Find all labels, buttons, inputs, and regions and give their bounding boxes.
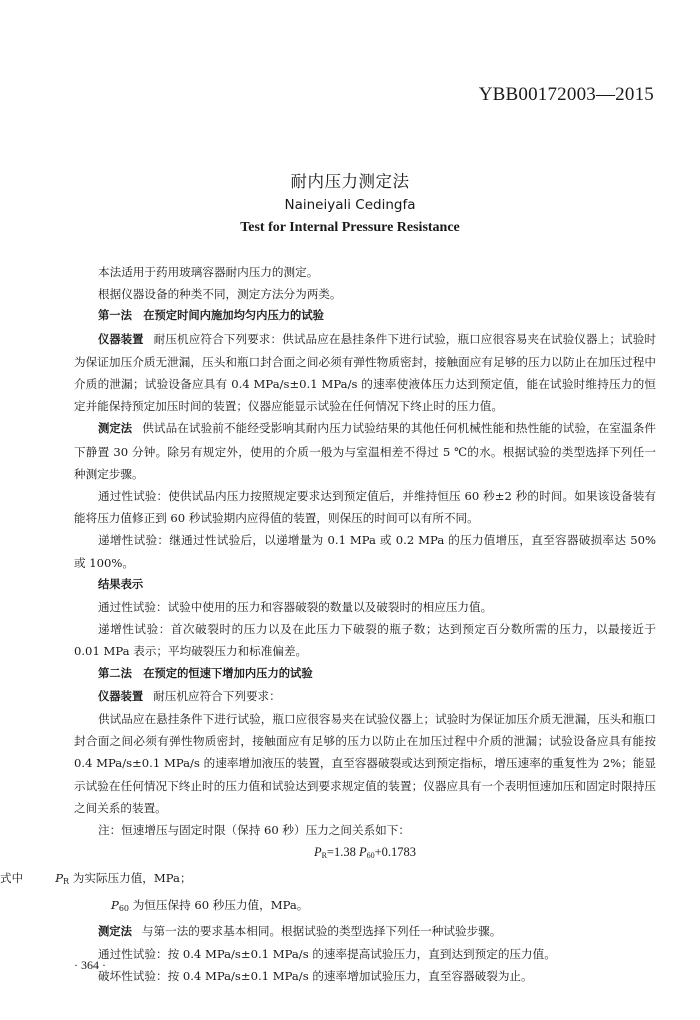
def1-sub: R xyxy=(63,877,70,887)
method1-procedure-label: 测定法 xyxy=(98,422,133,436)
method2-procedure-text: 与第一法的要求基本相同。根据试验的类型选择下列任一种试验步骤。 xyxy=(141,923,502,938)
method2-procedure-label: 测定法 xyxy=(98,924,132,938)
formula-lhs-sub: R xyxy=(321,851,327,861)
formula-coef: =1.38 xyxy=(326,845,359,860)
formula-rhs-symbol: P xyxy=(358,845,367,860)
formula-definition-2 xyxy=(74,894,656,920)
formula-lhs-symbol: P xyxy=(313,845,322,860)
method1-procedure-text: 供试品在试验前不能经受影响其耐内压力试验结果的其他任何机械性能和热性能的试验，在室温条件下静置 30 分钟。除另有规定外，使用的介质一般为与室温相差不得过 5 ℃的水。根据试验的类型选择下列任一种测定步骤。 xyxy=(74,421,656,481)
method2-apparatus-text: 耐压机应符合下列要求： xyxy=(153,688,281,703)
def2-sub: 60 xyxy=(118,903,129,913)
document-body xyxy=(0,261,656,988)
method1-procedure xyxy=(74,417,656,485)
formula-rhs-sub: 60 xyxy=(366,851,375,861)
formula-note: 注：恒速增压与固定时限（保持 60 秒）压力之间关系如下： xyxy=(98,823,410,838)
results-incremental: 递增性试验：首次破裂时的压力以及在此压力下破裂的瓶子数；达到预定百分数所需的压力，以最接近于 0.01 MPa 表示；平均破裂压力和标准偏差。 xyxy=(74,622,656,659)
method2-apparatus-label: 仪器装置 xyxy=(98,689,144,703)
method1-apparatus-label: 仪器装置 xyxy=(98,332,144,346)
method2-procedure xyxy=(74,920,656,943)
def-lead: 式中 xyxy=(0,871,24,886)
method2-heading: 第二法 在预定的恒速下增加内压力的试验 xyxy=(98,666,313,680)
method1-incremental-test: 递增性试验：继通过性试验后，以递增量为 0.1 MPa 或 0.2 MPa 的压力值增压，直至容器破损率达 50% 或 100%。 xyxy=(74,533,656,570)
standard-number: YBB00172003—2015 xyxy=(478,84,654,105)
pressure-formula xyxy=(74,841,656,867)
method2-apparatus-detail: 供试品应在悬挂条件下进行试验，瓶口应很容易夹在试验仪器上；试验时为保证加压介质无泄漏，压头和瓶口封合面之间必须有弹性物质密封，接触面应有足够的压力以防止在加压过程中介质的泄漏；试验设备应具有能按 0.4 MPa/s±0.1 MPa/s 的速率增加液压的装置，直至容器破裂或达到预定指标，增压速率的重复性为 2%；能显示试验在任何情况下终止时的压力值和试验达到要求规定值的装置；仪器应具有一个表明恒速加压和固定时限持压之间关系的装置。 xyxy=(74,712,656,815)
method1-apparatus xyxy=(74,328,656,418)
title-chinese: 耐内压力测定法 xyxy=(290,172,410,191)
method2-pass-test: 通过性试验：按 0.4 MPa/s±0.1 MPa/s 的速率提高试验压力，直到达到预定的压力值。 xyxy=(98,947,556,962)
formula-definition-1 xyxy=(0,867,656,893)
results-pass: 通过性试验：试验中使用的压力和容器破裂的数量以及破裂时的相应压力值。 xyxy=(98,600,493,615)
def2-symbol: P xyxy=(111,897,119,912)
method2-destructive-test: 破坏性试验：按 0.4 MPa/s±0.1 MPa/s 的速率增加试验压力，直至容器破裂为止。 xyxy=(98,969,533,984)
page-number: · 364 · xyxy=(74,958,106,972)
def1-text: 为实际压力值，MPa； xyxy=(72,871,192,886)
def1-symbol: P xyxy=(55,871,64,886)
formula-const: +0.1783 xyxy=(374,845,417,860)
title-pinyin: Naineiyali Cedingfa xyxy=(284,197,416,213)
intro-classification: 根据仪器设备的种类不同，测定方法分为两类。 xyxy=(98,287,342,302)
intro-scope: 本法适用于药用玻璃容器耐内压力的测定。 xyxy=(98,265,319,279)
results-heading: 结果表示 xyxy=(98,577,144,591)
title-english: Test for Internal Pressure Resistance xyxy=(240,220,460,235)
method1-pass-test: 通过性试验：使供试品内压力按照规定要求达到预定值后，并维持恒压 60 秒±2 秒的时间。如果该设备装有能将压力值修正到 60 秒试验期内应得值的装置，则保压的时间可以有所不同。 xyxy=(74,489,656,526)
method2-apparatus xyxy=(74,685,656,708)
method1-apparatus-text: 耐压机应符合下列要求：供试品应在悬挂条件下进行试验，瓶口应很容易夹在试验仪器上；试验时为保证加压介质无泄漏，压头和瓶口封合面之间必须有弹性物质密封，接触面应有足够的压力以防止在加压过程中介质的泄漏；试验设备应具有 0.4 MPa/s±0.1 MPa/s 的速率使液体压力达到预定值，能在试验时维持压力的恒定并能保持预定加压时间的装置；仪器应能显示试验在任何情况下终止时的压力值。 xyxy=(74,331,656,414)
title-block xyxy=(0,170,700,240)
method1-heading: 第一法 在预定时间内施加均匀内压力的试验 xyxy=(98,309,324,323)
def2-text: 为恒压保持 60 秒压力值，MPa。 xyxy=(132,897,309,912)
